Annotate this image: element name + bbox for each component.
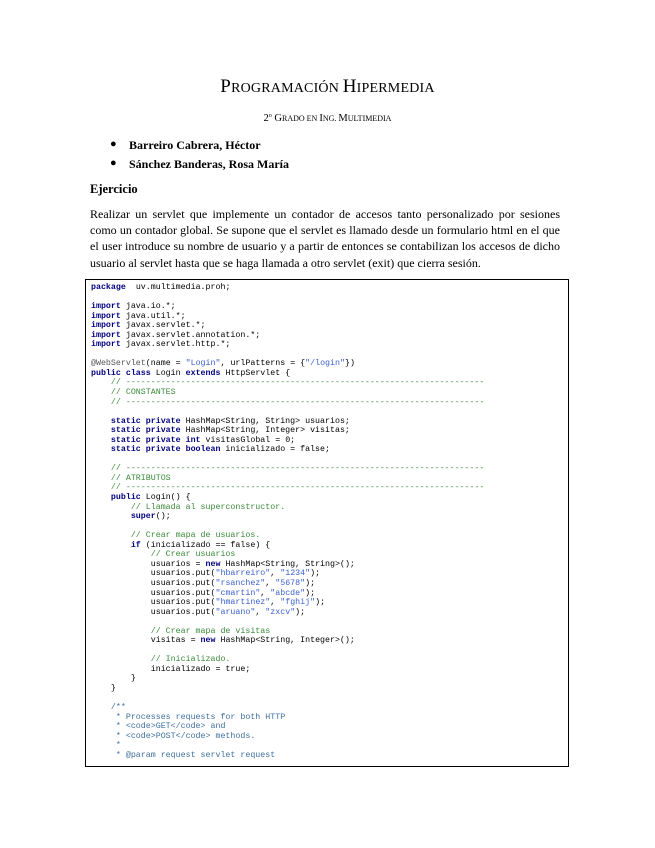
- bullet-icon: ●: [110, 138, 117, 150]
- code-line: [91, 388, 484, 398]
- code-token: , urlPatterns = {: [220, 359, 306, 369]
- code-token: "1234": [280, 569, 311, 579]
- title-part: P: [220, 76, 232, 97]
- code-token: new: [200, 636, 216, 646]
- document-title: [0, 76, 655, 98]
- code-token: ,: [255, 607, 266, 617]
- code-token: HashMap<String, Integer> visitas;: [180, 426, 350, 436]
- code-token: import: [91, 321, 121, 331]
- code-line: [91, 703, 484, 713]
- code-token: static private: [91, 416, 181, 426]
- code-token: );: [305, 588, 316, 598]
- code-token: visitas =: [91, 636, 201, 646]
- code-line: [91, 713, 484, 723]
- code-line: [91, 617, 484, 627]
- code-token: Login: [150, 368, 186, 378]
- author-name: Sánchez Banderas, Rosa María: [129, 157, 289, 171]
- code-line: [91, 493, 484, 503]
- subtitle-part: 2: [263, 113, 269, 124]
- code-token: // ------------------------------------------------------------------------: [91, 464, 485, 474]
- code-token: HashMap<String, String>();: [220, 559, 355, 569]
- code-line: [91, 550, 484, 560]
- code-token: usuarios =: [91, 559, 206, 569]
- code-line: [91, 512, 484, 522]
- code-token: public: [91, 493, 141, 503]
- code-line: [91, 627, 484, 637]
- code-token: java.util.*;: [120, 311, 186, 321]
- subtitle-part: o: [268, 113, 272, 119]
- title-part: ROGRAMACIÓN: [231, 81, 343, 96]
- title-part: H: [342, 76, 357, 97]
- code-token: super: [91, 512, 156, 522]
- code-token: usuarios.put(: [91, 578, 216, 588]
- code-line: [91, 560, 484, 570]
- bullet-icon: ●: [110, 157, 117, 169]
- code-token: "/login": [305, 359, 345, 369]
- code-token: );: [315, 598, 326, 608]
- code-token: HashMap<String, String> usuarios;: [180, 416, 350, 426]
- code-line: [91, 636, 484, 646]
- author-item: [110, 138, 289, 157]
- code-token: /**: [91, 703, 126, 713]
- code-line: [91, 741, 484, 751]
- document-subtitle: [0, 113, 655, 124]
- code-token: // Crear mapa de usuarios.: [91, 531, 261, 541]
- code-line: [91, 340, 484, 350]
- code-token: package: [91, 283, 126, 292]
- subtitle-part: I: [319, 113, 323, 124]
- code-token: usuarios.put(: [91, 598, 216, 608]
- code-token: );: [295, 607, 306, 617]
- code-line: [91, 608, 484, 618]
- code-token: );: [310, 569, 321, 579]
- code-line: [91, 359, 484, 369]
- code-token: "cmartin": [215, 588, 261, 598]
- code-token: static private: [91, 426, 181, 436]
- code-token: import: [91, 302, 121, 312]
- code-line: [91, 483, 484, 493]
- code-line: [91, 579, 484, 589]
- code-line: [91, 417, 484, 427]
- code-line: [91, 350, 484, 360]
- code-token: ,: [270, 598, 281, 608]
- code-token: // Crear mapa de visitas: [91, 626, 271, 636]
- code-token: // Crear usuarios: [91, 550, 236, 560]
- code-token: ,: [260, 588, 271, 598]
- subtitle-part: NG.: [322, 114, 339, 123]
- author-name: Barreiro Cabrera, Héctor: [129, 138, 261, 152]
- code-token: "rsanchez": [215, 578, 266, 588]
- code-line: [91, 751, 484, 761]
- code-line: [91, 445, 484, 455]
- code-line: [91, 464, 484, 474]
- author-list: [110, 138, 289, 176]
- code-token: "Login": [185, 359, 221, 369]
- code-token: public class: [91, 368, 151, 378]
- code-line: [91, 283, 484, 293]
- code-token: "hmartinez": [215, 598, 271, 608]
- code-token: "5678": [275, 578, 306, 588]
- code-block: [85, 279, 569, 767]
- code-token: * @param request servlet request: [91, 750, 276, 760]
- title-part: IPERMEDIA: [356, 81, 435, 96]
- code-token: ();: [155, 512, 171, 522]
- code-token: static private boolean: [91, 445, 221, 455]
- code-token: "abcde": [270, 588, 306, 598]
- code-token: inicializado = true;: [91, 664, 251, 674]
- code-line: [91, 598, 484, 608]
- code-line: [91, 426, 484, 436]
- code-token: inicializado = false;: [220, 445, 330, 455]
- code-line: [91, 503, 484, 513]
- code-token: HttpServlet {: [220, 368, 291, 378]
- code-line: [91, 331, 484, 341]
- code-line: [91, 569, 484, 579]
- code-token: }): [344, 359, 355, 369]
- code-line: [91, 674, 484, 684]
- code-token: if: [91, 540, 141, 550]
- code-line: [91, 531, 484, 541]
- code-token: * <code>POST</code> methods.: [91, 731, 256, 741]
- code-token: @WebServlet: [91, 359, 146, 369]
- code-token: import: [91, 311, 121, 321]
- author-item: [110, 157, 289, 176]
- code-token: usuarios.put(: [91, 588, 216, 598]
- code-token: java.io.*;: [120, 302, 176, 312]
- code-token: }: [91, 683, 116, 693]
- code-token: import: [91, 330, 121, 340]
- code-line: [91, 732, 484, 742]
- code-token: uv.multimedia.proh;: [125, 283, 231, 292]
- code-token: * <code>GET</code> and: [91, 722, 226, 732]
- code-token: visitasGlobal = 0;: [200, 435, 296, 445]
- code-line: [91, 646, 484, 656]
- code-token: static private int: [91, 435, 201, 445]
- code-token: // ------------------------------------------------------------------------: [91, 397, 485, 407]
- code-token: Login() {: [140, 493, 191, 503]
- code-line: [91, 589, 484, 599]
- code-line: [91, 293, 484, 303]
- code-token: "hbarreiro": [215, 569, 271, 579]
- code-token: usuarios.put(: [91, 607, 216, 617]
- code-token: "aruano": [215, 607, 256, 617]
- subtitle-part: RADO EN: [282, 114, 320, 123]
- code-token: ,: [270, 569, 281, 579]
- code-token: "zxcv": [265, 607, 296, 617]
- code-token: // Inicializado.: [91, 655, 231, 665]
- code-token: (name =: [145, 359, 186, 369]
- code-token: *: [91, 741, 121, 751]
- subtitle-part: ULTIMEDIA: [347, 114, 392, 123]
- code-token: extends: [185, 368, 221, 378]
- code-token: "fghij": [280, 598, 316, 608]
- code-token: javax.servlet.http.*;: [120, 340, 231, 350]
- code-token: // ATRIBUTOS: [91, 473, 171, 483]
- exercise-description: Realizar un servlet que implemente un contador de accesos tanto personalizado por sesiones como un contador global. Se supone que el servlet es llamado desde un formulario html en el que el user introduce su nombre de usuario y a partir de entonces se contabilizan los accesos de dicho usuario al servlet hasta que se haga llamada a otro servlet (exit) que cierra sesión.: [90, 207, 560, 270]
- code-token: // CONSTANTES: [91, 388, 176, 398]
- code-listing: [91, 283, 484, 760]
- code-line: [91, 436, 484, 446]
- code-token: // Llamada al superconstructor.: [91, 502, 286, 512]
- code-token: ,: [265, 578, 276, 588]
- subtitle-part: M: [338, 113, 348, 124]
- code-line: [91, 302, 484, 312]
- code-line: [91, 541, 484, 551]
- code-line: [91, 522, 484, 532]
- code-line: [91, 655, 484, 665]
- code-line: [91, 684, 484, 694]
- code-token: }: [91, 674, 136, 684]
- code-line: [91, 407, 484, 417]
- code-token: HashMap<String, Integer>();: [215, 636, 355, 646]
- code-line: [91, 694, 484, 704]
- code-token: javax.servlet.*;: [120, 321, 206, 331]
- code-token: );: [305, 578, 316, 588]
- code-token: javax.servlet.annotation.*;: [120, 330, 261, 340]
- code-token: new: [205, 559, 221, 569]
- subtitle-part: G: [271, 113, 282, 124]
- code-token: * Processes requests for both HTTP: [91, 712, 286, 722]
- code-line: [91, 321, 484, 331]
- code-token: // ------------------------------------------------------------------------: [91, 483, 485, 493]
- code-token: usuarios.put(: [91, 569, 216, 579]
- code-line: [91, 455, 484, 465]
- code-line: [91, 665, 484, 675]
- code-token: // ------------------------------------------------------------------------: [91, 378, 485, 388]
- code-line: [91, 312, 484, 322]
- code-token: (inicializado == false) {: [140, 540, 271, 550]
- code-line: [91, 378, 484, 388]
- code-token: import: [91, 340, 121, 350]
- code-line: [91, 722, 484, 732]
- section-heading: Ejercicio: [90, 182, 138, 196]
- code-line: [91, 398, 484, 408]
